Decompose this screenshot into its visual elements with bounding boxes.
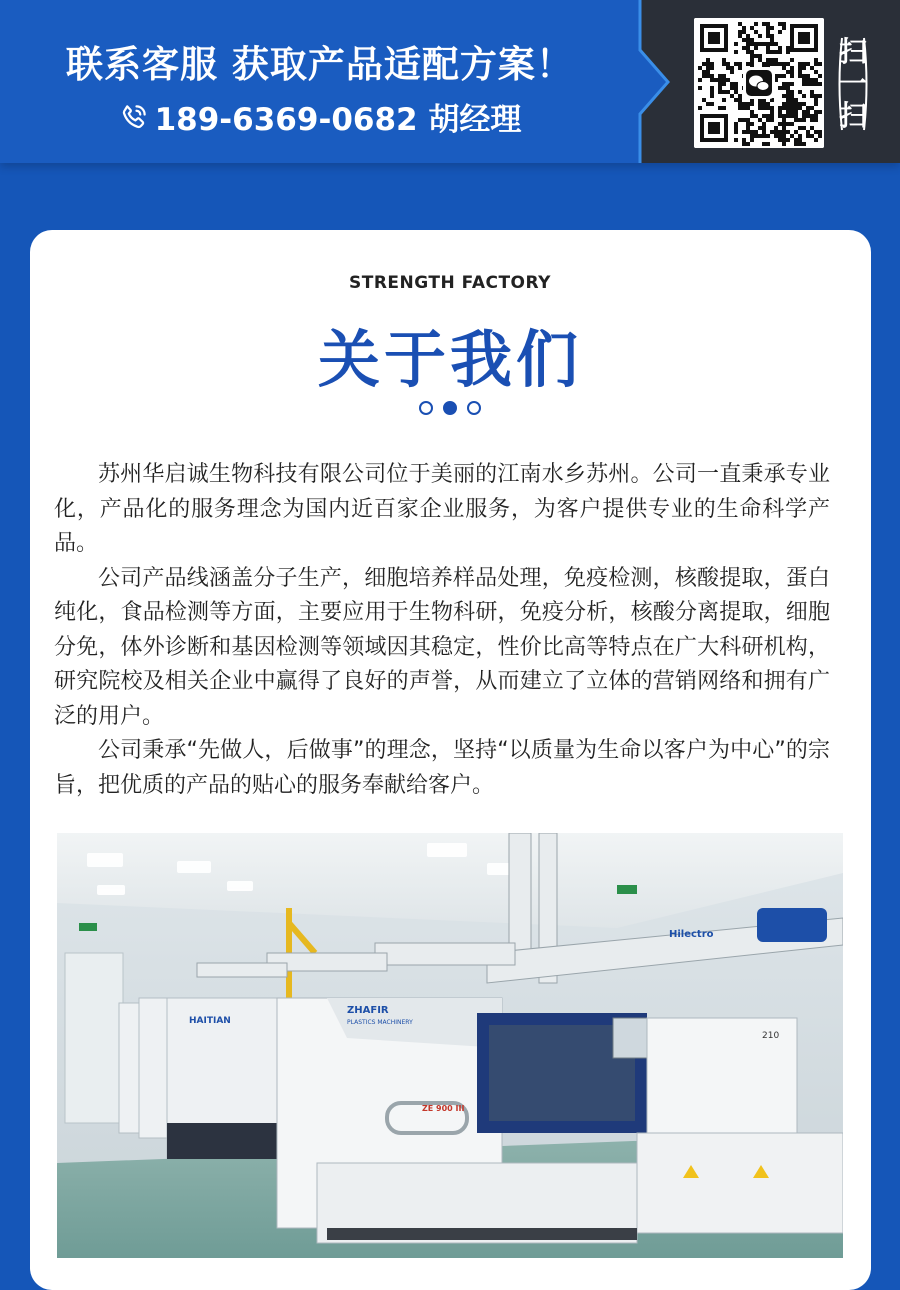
machine-number-label: 210 — [762, 1031, 780, 1041]
zhafir-label: ZHAFIR — [347, 1005, 389, 1016]
about-paragraph-3: 公司秉承“先做人，后做事”的理念，坚持“以质量为生命以客户为中心”的宗旨，把优质的产品的贴心的服务奉献给客户。 — [54, 738, 830, 798]
scan-label — [836, 36, 870, 132]
hilectro-label: Hilectro — [669, 929, 714, 940]
wechat-icon — [743, 67, 775, 99]
factory-photo — [57, 833, 843, 1258]
carousel-dot[interactable] — [467, 401, 481, 415]
phone-contact[interactable] — [0, 94, 640, 139]
wechat-qr-code[interactable] — [694, 18, 824, 148]
about-paragraph-2: 公司产品线涵盖分子生产，细胞培养样品处理，免疫检测，核酸提取，蛋白纯化，食品检测等方面，主要应用于生物科研，免疫分析，核酸分离提取，细胞分免，体外诊断和基因检测等领域因其稳定，性价比高等特点在广大科研机构，研究院校及相关企业中赢得了良好的声誉，从而建立了立体的营销网络和拥有广泛的用户。 — [54, 565, 830, 729]
scan-bracket — [836, 36, 870, 132]
model-label: ZE 900 III — [422, 1104, 465, 1113]
carousel-dot-active[interactable] — [443, 401, 457, 415]
haitian-label: HAITIAN — [189, 1016, 231, 1026]
scan-char-2: 一 — [838, 67, 867, 100]
phone-icon — [119, 102, 149, 132]
carousel-dots — [0, 401, 900, 415]
section-title: 关于我们 — [317, 323, 582, 396]
contact-headline: 联系客服 获取产品适配方案！ — [66, 43, 574, 86]
section-eyebrow: STRENGTH FACTORY — [349, 273, 551, 293]
phone-number: 189-6369-0682 胡经理 — [154, 102, 522, 138]
carousel-dot[interactable] — [419, 401, 433, 415]
contact-banner — [0, 0, 900, 163]
about-paragraph-1: 苏州华启诚生物科技有限公司位于美丽的江南水乡苏州。公司一直秉承专业化，产品化的服务理念为国内近百家企业服务，为客户提供专业的生命科学产品。 — [54, 462, 830, 556]
scan-char-1: 扫 — [838, 35, 867, 68]
zhafir-sub-label: PLASTICS MACHINERY — [347, 1019, 413, 1026]
about-text — [54, 458, 830, 803]
scan-char-3: 扫 — [838, 99, 867, 132]
